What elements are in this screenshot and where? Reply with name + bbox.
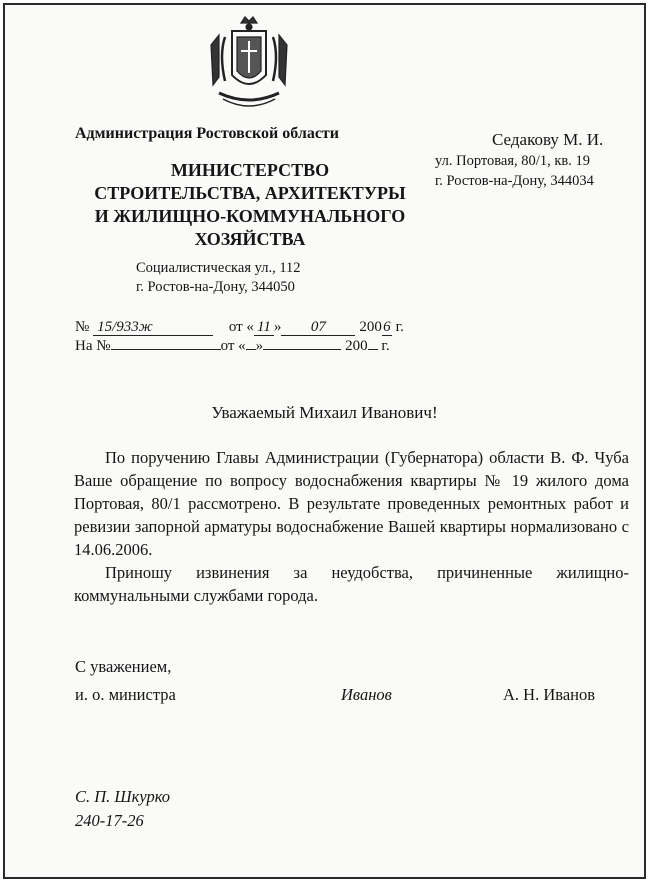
ministry-address-street: Социалистическая ул., 112: [136, 260, 301, 276]
ministry-title-line-1: МИНИСТЕРСТВО: [170, 160, 330, 180]
outgoing-number-line: [75, 319, 404, 336]
reference-label: На №: [75, 338, 111, 354]
recipient-city: г. Ростов-на-Дону, 344034: [435, 173, 594, 189]
reference-month-blank: [263, 349, 341, 350]
recipient-street: ул. Портовая, 80/1, кв. 19: [435, 153, 590, 169]
signer-name: А. Н. Иванов: [503, 685, 596, 704]
ministry-title-line-4: ХОЗЯЙСТВА: [194, 229, 306, 249]
reference-year-blank: [368, 349, 378, 350]
handwritten-signature: Иванов: [341, 685, 392, 704]
date-year-suffix: г.: [391, 319, 404, 335]
reference-from-label: от «: [220, 338, 246, 354]
date-year-prefix: 200: [359, 319, 382, 335]
ministry-title-line-2: СТРОИТЕЛЬСТВА, АРХИТЕКТУРЫ: [94, 183, 406, 203]
administration-title: Администрация Ростовской области: [75, 125, 339, 142]
letter-body: [74, 446, 629, 607]
ministry-title-line-3: И ЖИЛИЩНО-КОММУНАЛЬНОГО: [94, 206, 406, 226]
executor-name: С. П. Шкурко: [75, 787, 171, 806]
closing-phrase: С уважением,: [75, 657, 172, 676]
salutation: Уважаемый Михаил Иванович!: [211, 403, 438, 422]
ministry-address-city: г. Ростов-на-Дону, 344050: [136, 279, 295, 295]
date-day: 11: [254, 320, 274, 336]
executor-phone: 240-17-26: [75, 811, 144, 830]
date-quote: »: [273, 319, 282, 335]
signer-position: и. о. министра: [75, 685, 176, 704]
outgoing-number: 15/933ж: [93, 320, 213, 336]
date-from-label: от «: [228, 319, 254, 335]
reference-year-suffix: г.: [377, 338, 390, 354]
reference-year-prefix: 200: [345, 338, 368, 354]
body-paragraph-2: Приношу извинения за неудобства, причиненные жилищно-коммунальными службами города.: [74, 563, 629, 605]
letter-page: [3, 3, 646, 879]
recipient-name: Седакову М. И.: [492, 130, 604, 149]
coat-of-arms-icon: [205, 15, 293, 115]
body-paragraph-1: По поручению Главы Администрации (Губернатора) области В. Ф. Чуба Ваше обращение по вопросу водоснабжения квартиры № 19 жилого дома Портовая, 80/1 рассмотрено. В результате проведенных ремонтных работ и ревизии запорной арматуры водоснабжение Вашей квартиры нормализовано с 14.06.2006.: [74, 448, 629, 559]
number-label: №: [75, 319, 90, 335]
reference-day-blank: [246, 349, 256, 350]
date-year-digit: 6: [383, 319, 391, 335]
incoming-reference-line: [75, 338, 390, 355]
reference-number-blank: [111, 349, 221, 350]
reference-quote: »: [255, 338, 264, 354]
date-month: 07: [281, 320, 355, 336]
